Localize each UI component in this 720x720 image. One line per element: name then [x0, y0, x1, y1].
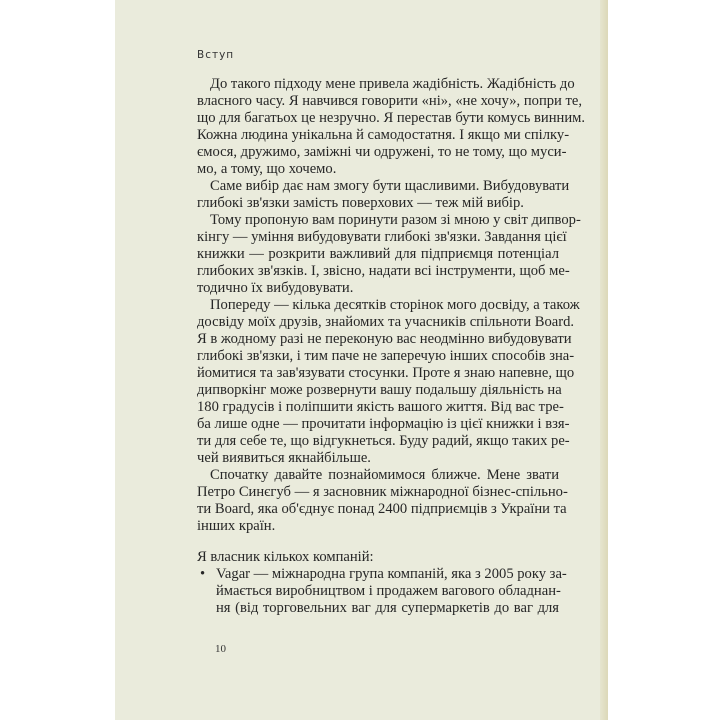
text-line: досвіду моїх друзів, знайомих та учасників спільноти Board.: [197, 314, 575, 330]
text-line: інших країн.: [197, 518, 276, 534]
text-line: Я в жодному разі не переконую вас неодмінно вибудовувати: [197, 331, 572, 347]
text-line: Спочатку давайте познайомимося ближче. Мене звати: [210, 467, 559, 483]
text-line: Тому пропоную вам поринути разом зі мною у світ дипвор-: [210, 212, 581, 228]
text-line: ємося, дружимо, заміжні чи одружені, то не тому, що муси-: [197, 144, 567, 160]
text-line: йомитися та зав'язувати стосунки. Проте я знаю напевне, що: [197, 365, 575, 381]
paragraph: [197, 467, 568, 535]
text-line: ймається виробництвом і продажем вагового обладнан-: [216, 583, 561, 599]
paragraph: [197, 76, 586, 178]
text-line: Саме вибір дає нам змогу бути щасливими. Вибудовувати: [210, 178, 570, 194]
paragraph: [197, 297, 580, 467]
text-line: ня (від торговельних ваг для супермаркетів до ваг для: [216, 600, 559, 616]
text-line: ба лише одне — прочитати інформацію із цієї книжки і взя-: [197, 416, 570, 432]
paragraph: [197, 178, 570, 212]
text-line: Кожна людина унікальна й самодостатня. І якщо ми спілку-: [197, 127, 570, 143]
text-line: ти для себе те, що відгукнеться. Буду радий, якщо таких ре-: [197, 433, 570, 449]
paragraph-gap: [197, 535, 559, 549]
text-line: глибокі зв'язки замість поверхових — теж мій вибір.: [197, 195, 524, 211]
text-line: ти Board, яка об'єднує понад 2400 підприємців з України та: [197, 501, 567, 517]
text-line: дипворкінг може розвернути вашу подальшу діяльність на: [197, 382, 562, 398]
text-line: глибокі зв'язки, і тим паче не заперечую інших способів зна-: [197, 348, 575, 364]
text-line: Vagar — міжнародна група компаній, яка з 2005 року за-: [216, 566, 567, 582]
bullet-icon: •: [200, 566, 206, 582]
list-item: [197, 566, 567, 617]
text-line: мо, а тому, що хочемо.: [197, 161, 337, 177]
text-line: Петро Синєгуб — я засновник міжнародної бізнес-спільно-: [197, 484, 568, 500]
text-line: глибоких зв'язків. І, звісно, надати всі інструменти, щоб ме-: [197, 263, 570, 279]
text-line: До такого підходу мене привела жадібність. Жадібність до: [210, 76, 575, 92]
paragraph: [197, 212, 581, 297]
page-edge: [600, 0, 608, 720]
page-body: [197, 76, 586, 617]
text-line: кінгу — уміння вибудовувати глибокі зв'язки. Завдання цієї: [197, 229, 567, 245]
list-intro: Я власник кількох компаній:: [197, 549, 374, 565]
text-line: 180 градусів і поліпшити якість вашого життя. Від вас тре-: [197, 399, 564, 415]
text-line: Попереду — кілька десятків сторінок мого досвіду, а також: [210, 297, 580, 313]
text-line: книжки — розкрити важливий для підприємця потенціал: [197, 246, 559, 262]
text-line: тодично їх вибудовувати.: [197, 280, 354, 296]
text-line: чей виявиться якнайбільше.: [197, 450, 371, 466]
running-head: Вступ: [197, 49, 235, 61]
page-number: 10: [215, 643, 226, 655]
text-line: власного часу. Я навчився говорити «ні», «не хочу», попри те,: [197, 93, 583, 109]
text-line: що для багатьох це незручно. Я перестав бути комусь винним.: [197, 110, 586, 126]
